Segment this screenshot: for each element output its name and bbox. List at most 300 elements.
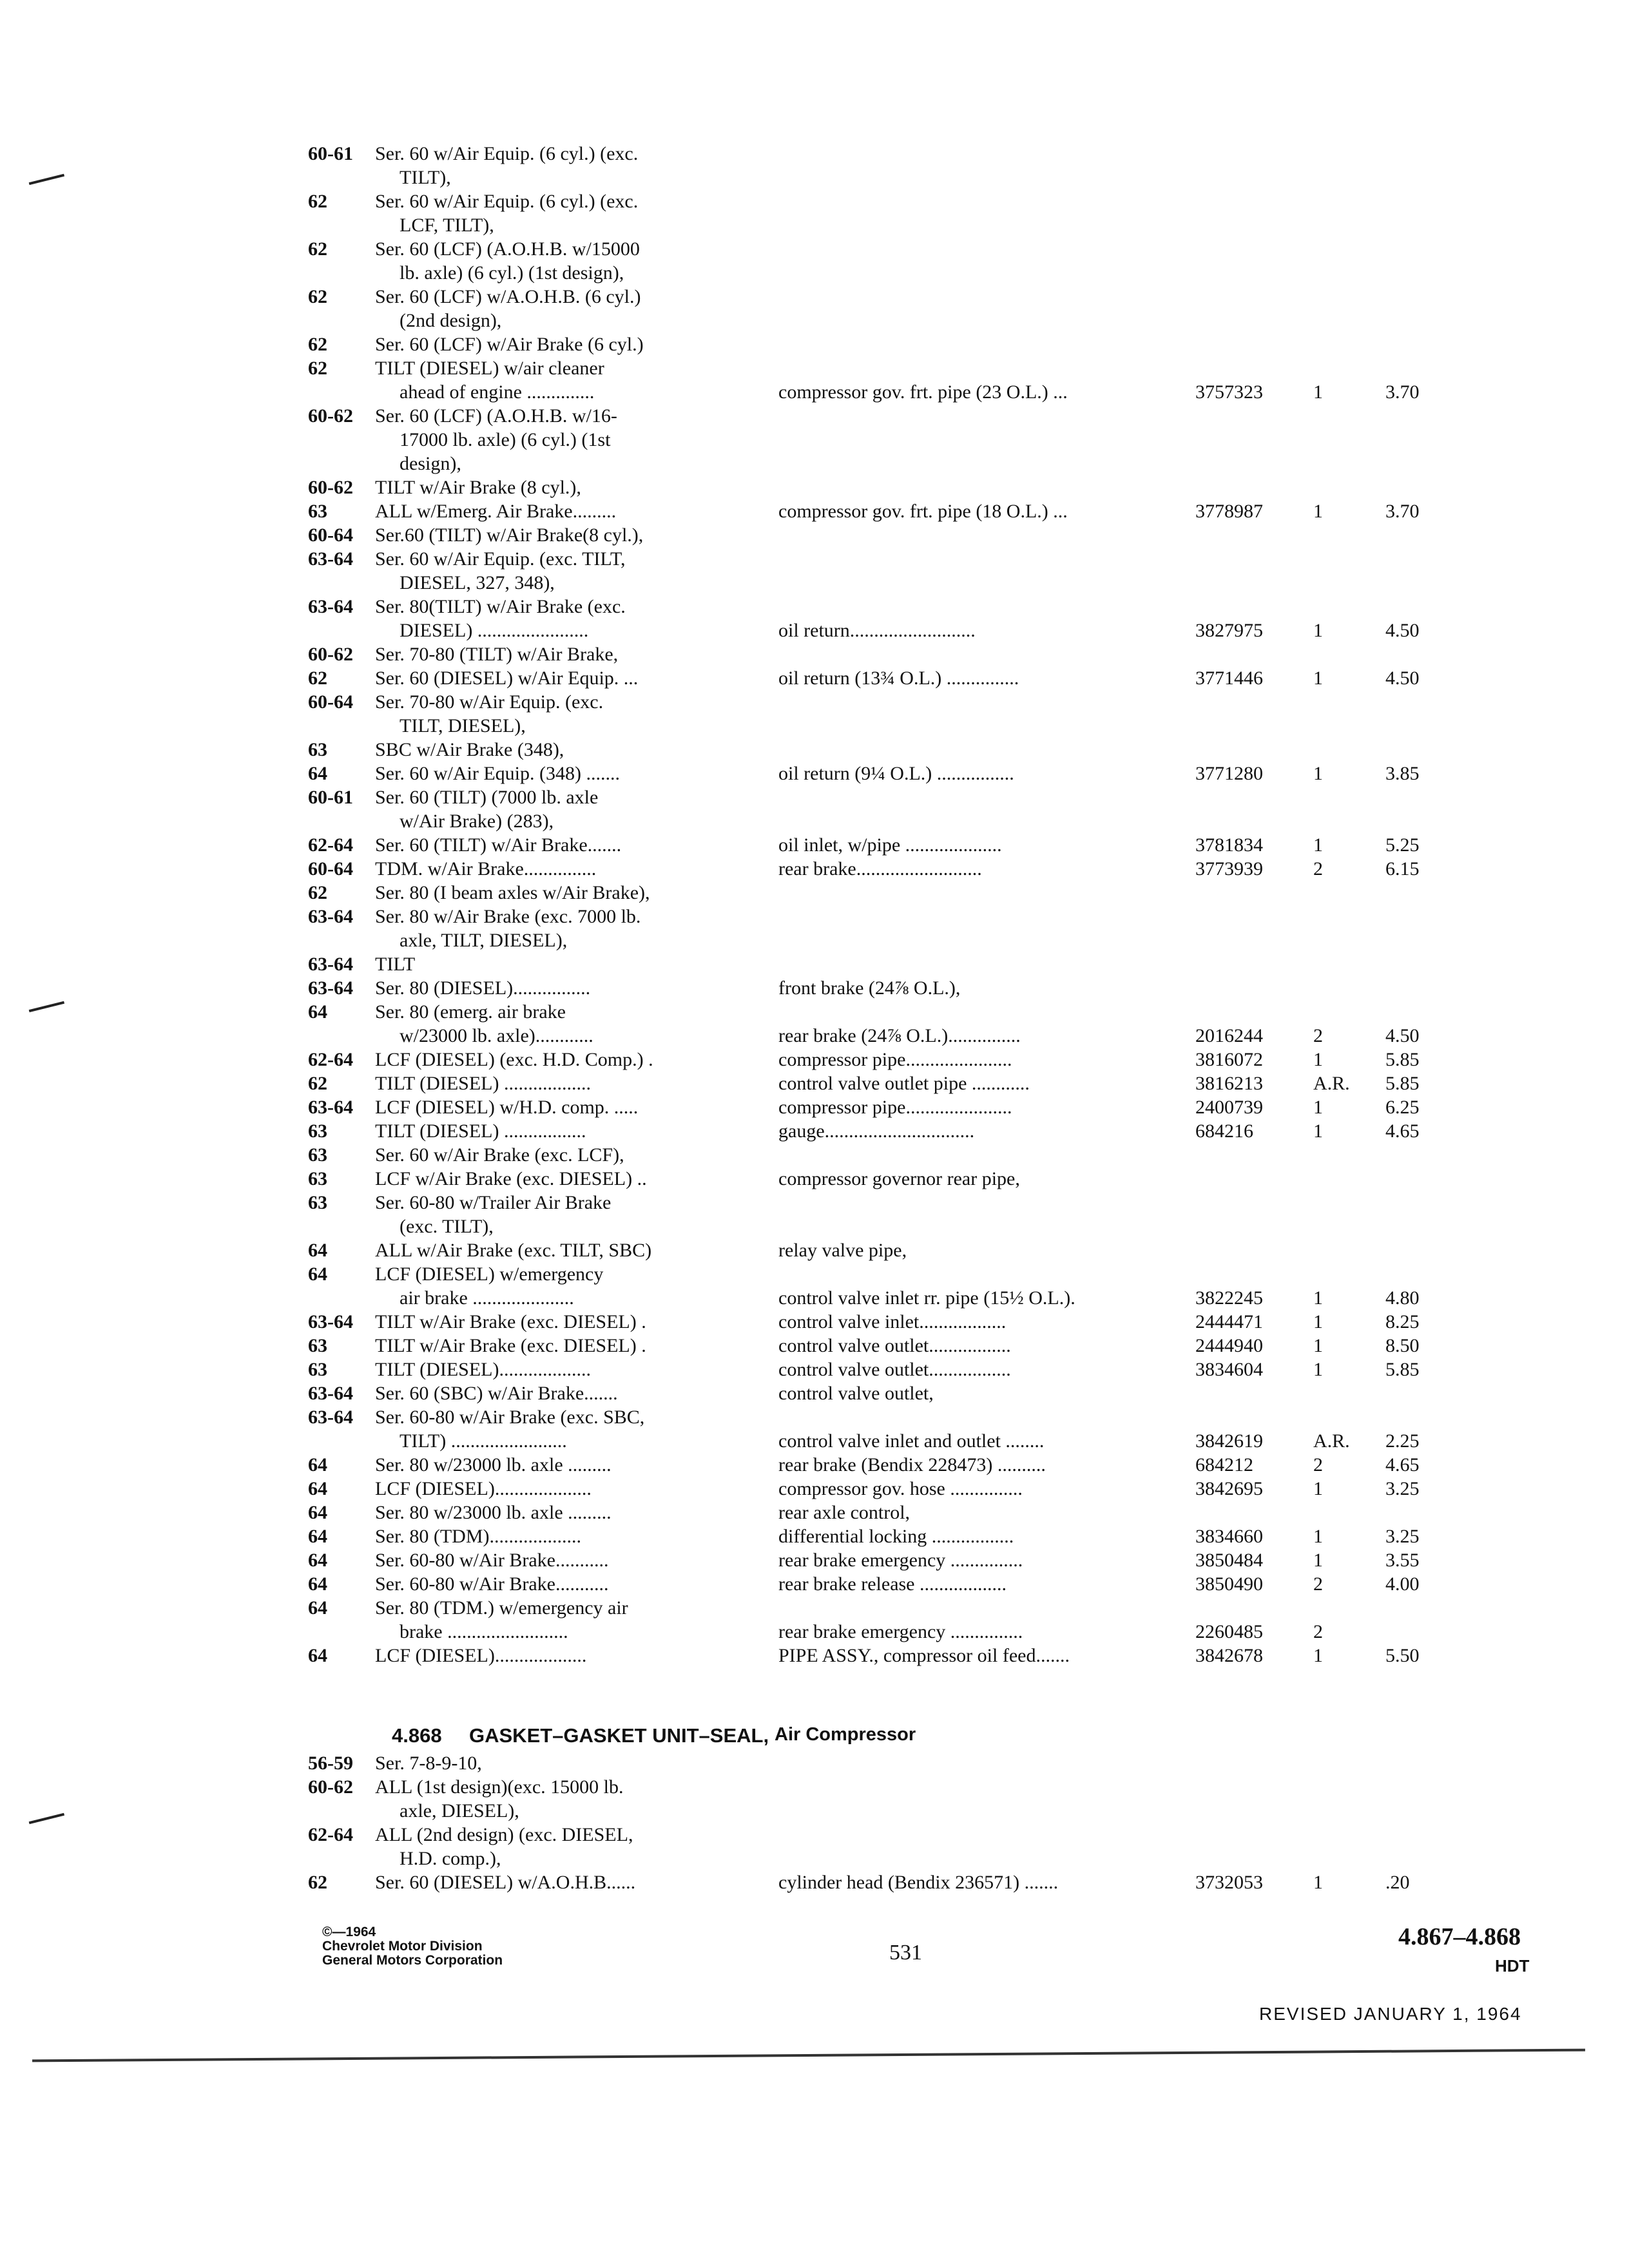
quantity: 1 [1313,501,1323,522]
application: LCF w/Air Brake (exc. DIESEL) .. [375,1168,647,1189]
table-row [0,1381,1629,1405]
table-row [0,142,1629,166]
application: axle, DIESEL), [400,1800,519,1821]
part-description: oil inlet, w/pipe .................... [778,834,1002,856]
application: DIESEL, 327, 348), [400,572,555,593]
part-description: rear brake release .................. [778,1573,1007,1595]
application: ALL w/Air Brake (exc. TILT, SBC) [375,1240,652,1261]
table-row [0,571,1629,595]
table-row [0,762,1629,785]
table-row [0,356,1629,380]
table-row [0,1215,1629,1238]
quantity: 1 [1313,1120,1323,1142]
quantity: 1 [1313,1645,1323,1666]
application: TILT (DIESEL) .................. [375,1073,591,1094]
year-range: 62 [308,334,327,355]
quantity: 1 [1313,1335,1323,1356]
application: Ser. 60 (LCF) w/Air Brake (6 cyl.) [375,334,644,355]
table-row [0,476,1629,499]
price: 3.25 [1385,1478,1420,1499]
part-description: rear brake emergency ............... [778,1621,1023,1642]
table-row [0,1477,1629,1501]
quantity: 1 [1313,1359,1323,1380]
year-range: 63 [308,1168,327,1189]
application: LCF (DIESEL) w/emergency [375,1264,604,1285]
application: SBC w/Air Brake (348), [375,739,564,760]
application: Ser. 60 w/Air Equip. (6 cyl.) (exc. [375,143,639,164]
application: Ser. 60 w/Air Brake (exc. LCF), [375,1144,624,1166]
application: ALL (1st design)(exc. 15000 lb. [375,1776,624,1798]
part-description: compressor governor rear pipe, [778,1168,1020,1189]
application: TILT w/Air Brake (exc. DIESEL) . [375,1335,646,1356]
table-row [0,428,1629,452]
quantity: 2 [1313,1025,1323,1046]
part-description: rear brake (Bendix 228473) .......... [778,1454,1046,1475]
table-row [0,285,1629,309]
application: TILT (DIESEL) w/air cleaner [375,358,604,379]
part-description: control valve outlet................. [778,1359,1011,1380]
application: LCF (DIESEL) w/H.D. comp. ..... [375,1097,639,1118]
copyright-block [322,1925,503,1968]
part-description: oil return (9¼ O.L.) ................ [778,763,1014,784]
application: ahead of engine .............. [400,381,595,403]
table-row [0,1358,1629,1381]
page-number: 531 [889,1941,922,1965]
application: (exc. TILT), [400,1216,494,1237]
application: Ser. 80 w/23000 lb. axle ......... [375,1454,612,1475]
part-number: 684212 [1195,1454,1253,1475]
part-description: control valve outlet pipe ............ [778,1073,1030,1094]
table-row [0,690,1629,714]
corporation-name: General Motors Corporation [322,1953,503,1968]
application: brake ......................... [400,1621,568,1642]
table-row [0,1501,1629,1524]
year-range: 62 [308,286,327,307]
table-row [0,1524,1629,1548]
year-range: 64 [308,1264,327,1285]
application: Ser. 60 (LCF) (A.O.H.B. w/15000 [375,238,640,260]
price: 8.25 [1385,1311,1420,1332]
price: 3.70 [1385,381,1420,403]
table-row [0,1870,1629,1894]
application: Ser. 80(TILT) w/Air Brake (exc. [375,596,626,617]
table-row [0,1548,1629,1572]
year-range: 60-61 [308,787,353,808]
application: Ser. 60-80 w/Trailer Air Brake [375,1192,612,1213]
price: 5.25 [1385,834,1420,856]
table-row [0,452,1629,476]
application: 17000 lb. axle) (6 cyl.) (1st [400,429,611,450]
year-range: 64 [308,1478,327,1499]
year-range: 63-64 [308,596,353,617]
part-description: compressor gov. frt. pipe (23 O.L.) ... [778,381,1068,403]
application: DIESEL) ....................... [400,620,589,641]
part-number: 3816072 [1195,1049,1263,1070]
application: TILT), [400,167,451,188]
section-title: GASKET–GASKET UNIT–SEAL, [469,1724,769,1747]
part-description: PIPE ASSY., compressor oil feed....... [778,1645,1070,1666]
year-range: 63-64 [308,1097,353,1118]
section-number: 4.868 [392,1724,442,1747]
part-number: 3781834 [1195,834,1263,856]
application: Ser. 60-80 w/Air Brake........... [375,1550,609,1571]
part-number: 684216 [1195,1120,1253,1142]
application: Ser. 80 (TDM)................... [375,1526,581,1547]
year-range: 62 [308,238,327,260]
year-range: 63-64 [308,977,353,999]
quantity: 1 [1313,763,1323,784]
year-range: 60-64 [308,691,353,713]
part-description: compressor pipe...................... [778,1097,1012,1118]
application: Ser. 80 (I beam axles w/Air Brake), [375,882,650,903]
year-range: 64 [308,1502,327,1523]
part-description: cylinder head (Bendix 236571) ....... [778,1872,1059,1893]
part-description: compressor gov. hose ............... [778,1478,1023,1499]
year-range: 60-62 [308,1776,353,1798]
part-number: 3816213 [1195,1073,1263,1094]
part-description: oil return (13¾ O.L.) ............... [778,668,1019,689]
price: 3.55 [1385,1550,1420,1571]
quantity: 1 [1313,1097,1323,1118]
year-range: 62-64 [308,1824,353,1845]
application: Ser. 60 (LCF) w/A.O.H.B. (6 cyl.) [375,286,641,307]
part-number: 2400739 [1195,1097,1263,1118]
application: w/23000 lb. axle)............ [400,1025,593,1046]
parts-table [0,142,1629,1667]
year-range: 63 [308,739,327,760]
price: 3.25 [1385,1526,1420,1547]
table-row [0,261,1629,285]
table-row [0,1847,1629,1870]
year-range: 63-64 [308,548,353,570]
table-row [0,1453,1629,1477]
part-number: 3842678 [1195,1645,1263,1666]
table-row [0,976,1629,1000]
application: Ser. 60 (LCF) (A.O.H.B. w/16- [375,405,617,427]
quantity: 1 [1313,1550,1323,1571]
price: 4.50 [1385,668,1420,689]
table-row [0,166,1629,189]
parts-table-2 [0,1751,1629,1894]
table-row [0,1620,1629,1644]
application: axle, TILT, DIESEL), [400,930,568,951]
part-number: 3732053 [1195,1872,1263,1893]
table-row [0,642,1629,666]
table-row [0,833,1629,857]
quantity: 1 [1313,1311,1323,1332]
part-description: front brake (24⅞ O.L.), [778,977,961,999]
application: Ser. 60 (TILT) (7000 lb. axle [375,787,599,808]
application: TILT w/Air Brake (8 cyl.), [375,477,581,498]
application: Ser. 70-80 (TILT) w/Air Brake, [375,644,619,665]
year-range: 62 [308,882,327,903]
application: TILT w/Air Brake (exc. DIESEL) . [375,1311,646,1332]
price: 2.25 [1385,1430,1420,1452]
quantity: 2 [1313,1454,1323,1475]
application: Ser. 80 w/23000 lb. axle ......... [375,1502,612,1523]
application: LCF (DIESEL) (exc. H.D. Comp.) . [375,1049,653,1070]
year-range: 64 [308,1526,327,1547]
table-row [0,1644,1629,1667]
application: LCF, TILT), [400,215,494,236]
part-number: 3771446 [1195,668,1263,689]
table-row [0,785,1629,809]
year-range: 64 [308,763,327,784]
table-row [0,1191,1629,1215]
price: 8.50 [1385,1335,1420,1356]
part-number: 3773939 [1195,858,1263,879]
year-range: 62 [308,358,327,379]
table-row [0,809,1629,833]
price: 5.85 [1385,1049,1420,1070]
year-range: 60-61 [308,143,353,164]
application: Ser. 60-80 w/Air Brake (exc. SBC, [375,1407,645,1428]
application: TILT [375,954,416,975]
application: Ser. 80 (emerg. air brake [375,1001,566,1023]
part-description: rear axle control, [778,1502,911,1523]
price: 3.85 [1385,763,1420,784]
year-range: 63-64 [308,1407,353,1428]
price: 4.50 [1385,1025,1420,1046]
year-range: 63 [308,1192,327,1213]
year-range: 63-64 [308,1383,353,1404]
application: Ser. 60 w/Air Equip. (exc. TILT, [375,548,626,570]
application: ALL w/Emerg. Air Brake......... [375,501,617,522]
part-number: 2260485 [1195,1621,1263,1642]
year-range: 64 [308,1001,327,1023]
part-number: 3842619 [1195,1430,1263,1452]
table-row [0,189,1629,213]
table-row [0,1238,1629,1262]
year-range: 60-62 [308,405,353,427]
section-subtitle: Air Compressor [775,1724,916,1745]
part-number: 3850484 [1195,1550,1263,1571]
quantity: 1 [1313,381,1323,403]
part-description: control valve inlet and outlet ........ [778,1430,1045,1452]
table-row [0,1143,1629,1167]
year-range: 56-59 [308,1753,353,1774]
application: (2nd design), [400,310,502,331]
table-row [0,1775,1629,1799]
table-row [0,332,1629,356]
application: Ser. 60 w/Air Equip. (348) ....... [375,763,620,784]
quantity: 2 [1313,1573,1323,1595]
application: design), [400,453,461,474]
application: Ser. 60 (TILT) w/Air Brake....... [375,834,622,856]
table-row [0,928,1629,952]
table-row [0,952,1629,976]
part-number: 3827975 [1195,620,1263,641]
table-row [0,881,1629,905]
table-row [0,547,1629,571]
price: 6.15 [1385,858,1420,879]
table-row [0,1119,1629,1143]
catalog-code: HDT [1495,1956,1530,1975]
price: 5.85 [1385,1359,1420,1380]
table-row [0,1310,1629,1334]
year-range: 64 [308,1645,327,1666]
year-range: 62 [308,1073,327,1094]
price: 4.65 [1385,1120,1420,1142]
part-number: 3757323 [1195,381,1263,403]
part-number: 2016244 [1195,1025,1263,1046]
table-row [0,1334,1629,1358]
price: 5.50 [1385,1645,1420,1666]
part-number: 3842695 [1195,1478,1263,1499]
quantity: 1 [1313,1287,1323,1309]
application: TILT, DIESEL), [400,715,526,736]
table-row [0,213,1629,237]
table-row [0,619,1629,642]
year-range: 63-64 [308,906,353,927]
part-description: compressor pipe...................... [778,1049,1012,1070]
application: Ser. 60-80 w/Air Brake........... [375,1573,609,1595]
table-row [0,1262,1629,1286]
table-row [0,1799,1629,1823]
part-description: relay valve pipe, [778,1240,907,1261]
application: Ser. 7-8-9-10, [375,1753,482,1774]
part-number: 2444940 [1195,1335,1263,1356]
part-description: control valve outlet, [778,1383,934,1404]
application: TILT (DIESEL)................... [375,1359,591,1380]
part-description: compressor gov. frt. pipe (18 O.L.) ... [778,501,1068,522]
part-description: rear brake (24⅞ O.L.)............... [778,1025,1021,1046]
quantity: A.R. [1313,1073,1350,1094]
part-number: 2444471 [1195,1311,1263,1332]
year-range: 64 [308,1240,327,1261]
year-range: 63 [308,1144,327,1166]
table-row [0,523,1629,547]
part-description: oil return.......................... [778,620,976,641]
application: Ser.60 (TILT) w/Air Brake(8 cyl.), [375,524,644,546]
table-row [0,1823,1629,1847]
part-number: 3822245 [1195,1287,1263,1309]
footer-rule [32,2049,1585,2062]
price: 4.00 [1385,1573,1420,1595]
application: air brake ..................... [400,1287,574,1309]
application: Ser. 80 (DIESEL)................ [375,977,591,999]
price: 6.25 [1385,1097,1420,1118]
part-number: 3771280 [1195,763,1263,784]
price: 5.85 [1385,1073,1420,1094]
table-row [0,1072,1629,1095]
application: TILT (DIESEL) ................. [375,1120,586,1142]
quantity: 1 [1313,1478,1323,1499]
year-range: 62-64 [308,1049,353,1070]
table-row [0,738,1629,762]
year-range: 63-64 [308,1311,353,1332]
part-description: control valve inlet.................. [778,1311,1007,1332]
quantity: 1 [1313,1049,1323,1070]
revised-date: REVISED JANUARY 1, 1964 [1259,2004,1522,2024]
table-row [0,1024,1629,1048]
application: w/Air Brake) (283), [400,811,554,832]
application: Ser. 60 (DIESEL) w/A.O.H.B...... [375,1872,636,1893]
part-number: 3850490 [1195,1573,1263,1595]
table-row [0,1048,1629,1072]
quantity: 1 [1313,1872,1323,1893]
table-row [0,1405,1629,1429]
part-number: 3778987 [1195,501,1263,522]
quantity: 1 [1313,1526,1323,1547]
table-row [0,380,1629,404]
quantity: 1 [1313,668,1323,689]
price: 3.70 [1385,501,1420,522]
part-number: 3834604 [1195,1359,1263,1380]
year-range: 60-62 [308,644,353,665]
application: Ser. 70-80 w/Air Equip. (exc. [375,691,604,713]
year-range: 63 [308,1335,327,1356]
part-number: 3834660 [1195,1526,1263,1547]
division-name: Chevrolet Motor Division [322,1939,483,1954]
table-row [0,1000,1629,1024]
year-range: 60-64 [308,858,353,879]
part-description: control valve inlet rr. pipe (15½ O.L.). [778,1287,1075,1309]
year-range: 63-64 [308,954,353,975]
part-description: gauge............................... [778,1120,975,1142]
table-row [0,1095,1629,1119]
application: ALL (2nd design) (exc. DIESEL, [375,1824,633,1845]
table-row [0,905,1629,928]
table-row [0,237,1629,261]
table-row [0,857,1629,881]
application: Ser. 80 (TDM.) w/emergency air [375,1597,628,1619]
year-range: 63 [308,501,327,522]
quantity: 1 [1313,834,1323,856]
quantity: 2 [1313,858,1323,879]
copyright: ©—1964 [322,1925,376,1939]
price: 4.80 [1385,1287,1420,1309]
application: Ser. 60 (SBC) w/Air Brake....... [375,1383,618,1404]
year-range: 62 [308,1872,327,1893]
part-description: differential locking ................. [778,1526,1014,1547]
application: LCF (DIESEL)................... [375,1645,587,1666]
year-range: 64 [308,1597,327,1619]
year-range: 62 [308,191,327,212]
table-row [0,595,1629,619]
year-range: 62 [308,668,327,689]
application: LCF (DIESEL).................... [375,1478,592,1499]
quantity: 1 [1313,620,1323,641]
section-ref: 4.867–4.868 [1398,1923,1521,1950]
price: 4.65 [1385,1454,1420,1475]
price: .20 [1385,1872,1410,1893]
table-row [0,1572,1629,1596]
price: 4.50 [1385,620,1420,641]
application: Ser. 60 w/Air Equip. (6 cyl.) (exc. [375,191,639,212]
application: lb. axle) (6 cyl.) (1st design), [400,262,624,284]
year-range: 60-62 [308,477,353,498]
year-range: 64 [308,1454,327,1475]
application: TDM. w/Air Brake............... [375,858,597,879]
table-row [0,1167,1629,1191]
part-description: rear brake.......................... [778,858,982,879]
application: H.D. comp.), [400,1848,501,1869]
table-row [0,1596,1629,1620]
application: Ser. 80 w/Air Brake (exc. 7000 lb. [375,906,641,927]
year-range: 60-64 [308,524,353,546]
quantity: A.R. [1313,1430,1350,1452]
part-description: control valve outlet................. [778,1335,1011,1356]
year-range: 62-64 [308,834,353,856]
application: Ser. 60 (DIESEL) w/Air Equip. ... [375,668,639,689]
application: TILT) ........................ [400,1430,567,1452]
year-range: 63 [308,1359,327,1380]
table-row [0,309,1629,332]
part-description: rear brake emergency ............... [778,1550,1023,1571]
table-row [0,714,1629,738]
year-range: 64 [308,1573,327,1595]
